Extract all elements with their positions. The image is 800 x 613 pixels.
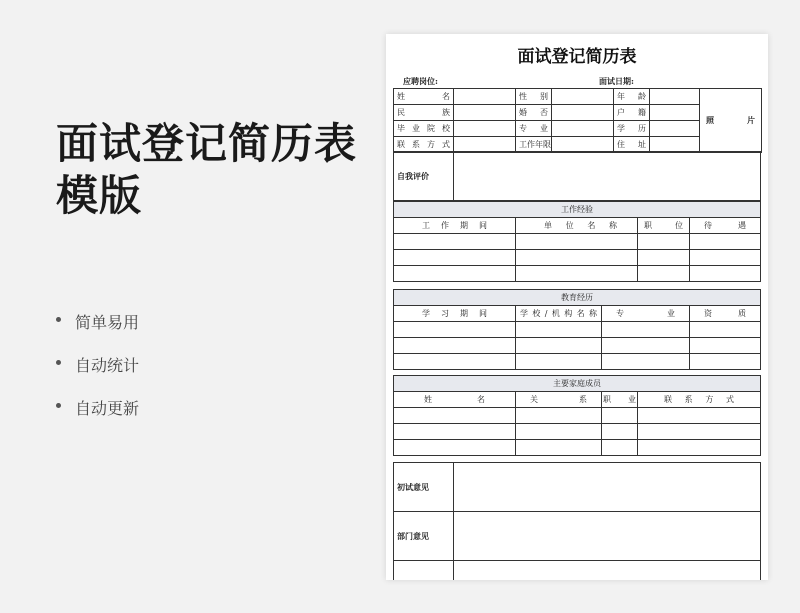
work-section-title: 工作经验 <box>394 202 761 218</box>
table-cell[interactable] <box>394 322 516 338</box>
family-table <box>393 375 761 456</box>
sheet-meta <box>386 68 768 90</box>
sheet-title: 面试登记简历表 <box>517 47 637 67</box>
work-title-header: 职 位 <box>638 218 690 234</box>
table-cell[interactable] <box>516 408 602 424</box>
work-pay-header: 待 遇 <box>690 218 761 234</box>
major-value[interactable] <box>552 121 614 137</box>
edu-school-header: 学校/机构名称 <box>516 306 602 322</box>
dept-opinion-input[interactable] <box>454 512 761 561</box>
table-cell[interactable] <box>516 440 602 456</box>
feature-label: 简单易用 <box>75 313 140 332</box>
table-cell[interactable] <box>516 234 638 250</box>
table-cell[interactable] <box>516 322 602 338</box>
major-label: 专 业 <box>516 121 552 137</box>
table-row <box>394 392 761 408</box>
gender-label: 性 别 <box>516 89 552 105</box>
family-section-title: 主要家庭成员 <box>394 376 761 392</box>
table-row <box>394 290 761 306</box>
table-cell[interactable] <box>690 322 761 338</box>
gender-value[interactable] <box>552 89 614 105</box>
basic-info-table <box>393 88 762 153</box>
table-cell[interactable] <box>394 424 516 440</box>
self-eval-input[interactable] <box>454 152 761 201</box>
table-cell[interactable] <box>638 250 690 266</box>
table-cell[interactable] <box>690 250 761 266</box>
education-table <box>393 289 761 370</box>
table-cell[interactable] <box>638 266 690 282</box>
table-cell[interactable] <box>602 440 638 456</box>
table-cell[interactable] <box>516 424 602 440</box>
work-period-header: 工 作 期 间 <box>394 218 516 234</box>
dept-opinion-label: 部门意见 <box>394 512 454 561</box>
family-relation-header: 关 系 <box>516 392 602 408</box>
self-eval-label: 自我评价 <box>394 152 454 201</box>
feature-label: 自动统计 <box>75 356 140 375</box>
opinion-table <box>393 462 761 580</box>
table-row <box>394 250 761 266</box>
feature-item <box>56 396 139 439</box>
work-years-label: 工作年限 <box>516 137 552 153</box>
table-row <box>394 306 761 322</box>
feature-item <box>56 310 139 353</box>
table-cell[interactable] <box>394 440 516 456</box>
contact-label: 联系方式 <box>394 137 454 153</box>
ethnicity-label: 民 族 <box>394 105 454 121</box>
table-row <box>394 440 761 456</box>
school-label: 毕业院校 <box>394 121 454 137</box>
degree-value[interactable] <box>650 121 700 137</box>
age-label: 年 龄 <box>614 89 650 105</box>
table-row <box>394 376 761 392</box>
interview-date-label: 面试日期: <box>599 76 634 86</box>
promo-title-line1: 面试登记简历表 <box>56 119 358 168</box>
promo-title-line2: 模版 <box>56 171 143 220</box>
table-cell[interactable] <box>516 338 602 354</box>
ethnicity-value[interactable] <box>454 105 516 121</box>
table-row <box>394 322 761 338</box>
table-row <box>394 202 761 218</box>
school-value[interactable] <box>454 121 516 137</box>
resume-sheet <box>386 34 768 580</box>
table-cell[interactable] <box>394 250 516 266</box>
feature-item <box>56 353 139 396</box>
table-cell[interactable] <box>394 266 516 282</box>
table-cell[interactable] <box>394 234 516 250</box>
table-cell[interactable] <box>516 354 602 370</box>
table-cell[interactable] <box>394 354 516 370</box>
photo-cell[interactable]: 照 片 <box>700 89 762 153</box>
bullet-icon <box>56 360 61 365</box>
table-cell[interactable] <box>454 561 761 581</box>
initial-opinion-label: 初试意见 <box>394 463 454 512</box>
family-name-header: 姓 名 <box>394 392 516 408</box>
family-job-header: 职 业 <box>602 392 638 408</box>
table-cell[interactable] <box>516 266 638 282</box>
table-row <box>394 234 761 250</box>
marital-label: 婚 否 <box>516 105 552 121</box>
name-value[interactable] <box>454 89 516 105</box>
hukou-value[interactable] <box>650 105 700 121</box>
age-value[interactable] <box>650 89 700 105</box>
family-contact-header: 联 系 方 式 <box>638 392 761 408</box>
table-cell[interactable] <box>690 234 761 250</box>
table-cell[interactable] <box>638 424 761 440</box>
promo-title <box>56 118 366 222</box>
table-cell[interactable] <box>516 250 638 266</box>
marital-value[interactable] <box>552 105 614 121</box>
feature-list <box>56 310 139 439</box>
table-cell[interactable] <box>638 234 690 250</box>
table-row <box>394 561 761 581</box>
edu-major-header: 专 业 <box>602 306 690 322</box>
table-cell[interactable] <box>602 408 638 424</box>
table-cell <box>394 561 454 581</box>
initial-opinion-input[interactable] <box>454 463 761 512</box>
edu-period-header: 学 习 期 间 <box>394 306 516 322</box>
table-cell[interactable] <box>602 424 638 440</box>
position-label: 应聘岗位: <box>403 76 438 86</box>
work-experience-table <box>393 201 761 282</box>
table-row <box>394 463 761 512</box>
table-cell[interactable] <box>394 408 516 424</box>
work-company-header: 单 位 名 称 <box>516 218 638 234</box>
self-eval-table <box>393 151 761 201</box>
table-row <box>394 512 761 561</box>
bullet-icon <box>56 317 61 322</box>
hukou-label: 户 籍 <box>614 105 650 121</box>
education-section-title: 教育经历 <box>394 290 761 306</box>
table-row <box>394 218 761 234</box>
table-cell[interactable] <box>690 354 761 370</box>
table-cell[interactable] <box>602 322 690 338</box>
table-row <box>394 354 761 370</box>
table-cell[interactable] <box>690 266 761 282</box>
table-cell[interactable] <box>638 408 761 424</box>
bullet-icon <box>56 403 61 408</box>
address-label: 住 址 <box>614 137 650 153</box>
table-cell[interactable] <box>602 338 690 354</box>
degree-label: 学 历 <box>614 121 650 137</box>
table-cell[interactable] <box>602 354 690 370</box>
table-row <box>394 266 761 282</box>
table-row <box>394 338 761 354</box>
table-row <box>394 408 761 424</box>
table-row <box>394 152 761 201</box>
table-cell[interactable] <box>394 338 516 354</box>
edu-qualification-header: 资 质 <box>690 306 761 322</box>
table-row <box>394 424 761 440</box>
table-cell[interactable] <box>638 440 761 456</box>
table-cell[interactable] <box>690 338 761 354</box>
feature-label: 自动更新 <box>75 399 140 418</box>
table-row <box>394 89 762 105</box>
name-label: 姓 名 <box>394 89 454 105</box>
